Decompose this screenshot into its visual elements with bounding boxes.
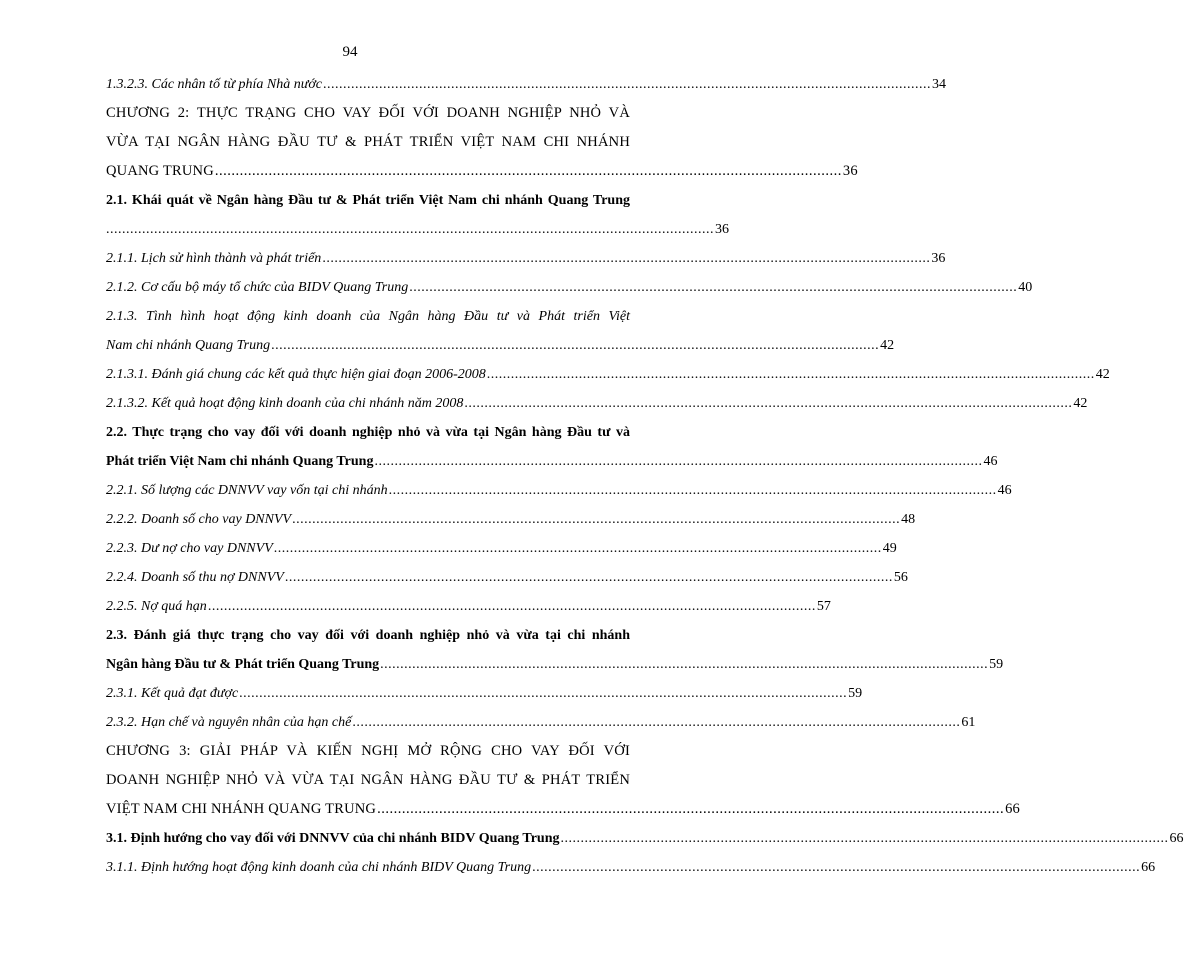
leader-dots: ........................................................................................................................................................ [106, 222, 714, 237]
leader-dots: ........................................................................................................................................................ [322, 251, 931, 266]
leader-dots: ........................................................................................................................................................ [486, 367, 1095, 382]
toc-entry[interactable] [106, 853, 1156, 882]
toc-entry-page: 57 [816, 599, 831, 614]
toc-entry-page: 66 [1141, 860, 1156, 875]
toc-entry[interactable] [106, 70, 947, 99]
leader-dots: ........................................................................................................................................................ [207, 599, 816, 614]
toc-entry-page: 34 [932, 77, 947, 92]
toc-entry-label: VỪA TẠI NGÂN HÀNG ĐẦU TƯ & PHÁT TRIỂN VIỆT NAM CHI NHÁNH [106, 134, 630, 150]
toc-entry[interactable] [106, 563, 908, 592]
leader-dots: ........................................................................................................................................................ [380, 657, 989, 672]
toc-entry-label: 2.1. Khái quát về Ngân hàng Đầu tư & Phát triển Việt Nam chi nhánh Quang Trung [106, 193, 630, 208]
toc-entry-section[interactable] [106, 621, 1004, 679]
toc-entry-label: 2.3.1. Kết quả đạt được [106, 686, 239, 701]
toc-entry-page: 42 [1095, 367, 1110, 382]
leader-dots: ........................................................................................................................................................ [214, 163, 842, 179]
toc-entry-label: 2.3.2. Hạn chế và nguyên nhân của hạn chế [106, 715, 352, 730]
toc-entry-label: 2.2. Thực trạng cho vay đối với doanh nghiệp nhỏ và vừa tại Ngân hàng Đầu tư và [106, 425, 630, 440]
toc-entry[interactable] [106, 476, 1012, 505]
toc-entry[interactable] [106, 360, 1110, 389]
toc-entry-section[interactable] [106, 186, 729, 244]
toc-entry-label: Phát triển Việt Nam chi nhánh Quang Trung [106, 454, 374, 469]
toc-entry-label: QUANG TRUNG [106, 163, 214, 179]
toc-entry-label: DOANH NGHIỆP NHỎ VÀ VỪA TẠI NGÂN HÀNG ĐẦU TƯ & PHÁT TRIỂN [106, 772, 630, 788]
toc-entry[interactable] [106, 679, 863, 708]
toc-entry-page: 40 [1018, 280, 1033, 295]
toc-entry[interactable] [106, 302, 895, 360]
toc-entry[interactable] [106, 273, 1033, 302]
toc-entry-label: 2.1.3.2. Kết quả hoạt động kinh doanh của chi nhánh năm 2008 [106, 396, 464, 411]
leader-dots: ........................................................................................................................................................ [388, 483, 997, 498]
toc-entry[interactable] [106, 534, 897, 563]
toc-entry[interactable] [106, 244, 946, 273]
leader-dots: ........................................................................................................................................................ [464, 396, 1073, 411]
leader-dots: ........................................................................................................................................................ [532, 860, 1141, 875]
toc-entry-chapter-2[interactable] [106, 99, 858, 186]
toc-entry-label: Nam chi nhánh Quang Trung [106, 338, 271, 353]
toc-entry[interactable] [106, 505, 916, 534]
toc-entry-label: 2.2.2. Doanh số cho vay DNNVV [106, 512, 292, 527]
toc-entry-label: CHƯƠNG 2: THỰC TRẠNG CHO VAY ĐỐI VỚI DOANH NGHIỆP NHỎ VÀ [106, 105, 630, 121]
toc-entry-label: 3.1.1. Định hướng hoạt động kinh doanh của chi nhánh BIDV Quang Trung [106, 860, 532, 875]
toc-entry-label: 1.3.2.3. Các nhân tố từ phía Nhà nước [106, 77, 323, 92]
toc-entry-page: 61 [961, 715, 976, 730]
toc-entry[interactable] [106, 708, 976, 737]
toc-entry-chapter-3[interactable] [106, 737, 1020, 824]
toc-entry-page: 59 [848, 686, 863, 701]
leader-dots: ........................................................................................................................................................ [352, 715, 961, 730]
toc-entry-label: 2.1.3. Tình hình hoạt động kinh doanh của Ngân hàng Đầu tư và Phát triển Việt [106, 309, 630, 324]
toc-entry-label: 2.2.1. Số lượng các DNNVV vay vốn tại chi nhánh [106, 483, 388, 498]
toc-entry-label: 2.1.2. Cơ cấu bộ máy tổ chức của BIDV Quang Trung [106, 280, 409, 295]
leader-dots: ........................................................................................................................................................ [292, 512, 901, 527]
toc-entry-label: 2.1.3.1. Đánh giá chung các kết quả thực hiện giai đoạn 2006-2008 [106, 367, 486, 382]
leader-dots: ........................................................................................................................................................ [323, 77, 932, 92]
toc-entry-page: 66 [1005, 801, 1020, 817]
leader-dots: ........................................................................................................................................................ [271, 338, 880, 353]
toc-entry[interactable] [106, 389, 1088, 418]
toc-entry-label: CHƯƠNG 3: GIẢI PHÁP VÀ KIẾN NGHỊ MỞ RỘNG CHO VAY ĐỐI VỚI [106, 743, 630, 759]
toc-entry-page: 36 [842, 163, 858, 179]
leader-dots: ........................................................................................................................................................ [374, 454, 983, 469]
toc-entry-page: 48 [901, 512, 916, 527]
table-of-contents [106, 70, 1184, 882]
toc-entry-label: 2.2.5. Nợ quá hạn [106, 599, 207, 614]
toc-entry-label: 2.2.3. Dư nợ cho vay DNNVV [106, 541, 273, 556]
toc-entry-label: 3.1. Định hướng cho vay đối với DNNVV của chi nhánh BIDV Quang Trung [106, 831, 560, 846]
leader-dots: ........................................................................................................................................................ [284, 570, 893, 585]
toc-entry-page: 66 [1169, 831, 1184, 846]
leader-dots: ........................................................................................................................................................ [239, 686, 848, 701]
page-number: 94 [342, 44, 358, 60]
toc-entry-page: 36 [931, 251, 946, 266]
toc-entry-label: VIỆT NAM CHI NHÁNH QUANG TRUNG [106, 801, 377, 817]
toc-entry-label: 2.2.4. Doanh số thu nợ DNNVV [106, 570, 284, 585]
toc-entry-page: 36 [715, 222, 729, 237]
toc-entry-section[interactable] [106, 824, 1184, 853]
toc-entry-label: 2.3. Đánh giá thực trạng cho vay đối với doanh nghiệp nhỏ và vừa tại chi nhánh [106, 628, 630, 643]
toc-entry-page: 42 [880, 338, 895, 353]
toc-entry-page: 42 [1073, 396, 1088, 411]
leader-dots: ........................................................................................................................................................ [560, 831, 1169, 846]
toc-entry[interactable] [106, 592, 831, 621]
toc-entry-page: 56 [893, 570, 908, 585]
toc-entry-page: 49 [882, 541, 897, 556]
toc-entry-page: 46 [997, 483, 1012, 498]
toc-entry-label: 2.1.1. Lịch sử hình thành và phát triển [106, 251, 322, 266]
toc-entry-page: 59 [989, 657, 1004, 672]
leader-dots: ........................................................................................................................................................ [377, 801, 1005, 817]
toc-entry-label: Ngân hàng Đầu tư & Phát triển Quang Trung [106, 657, 380, 672]
toc-entry-page: 46 [983, 454, 998, 469]
leader-dots: ........................................................................................................................................................ [409, 280, 1018, 295]
leader-dots: ........................................................................................................................................................ [273, 541, 882, 556]
toc-entry-section[interactable] [106, 418, 998, 476]
